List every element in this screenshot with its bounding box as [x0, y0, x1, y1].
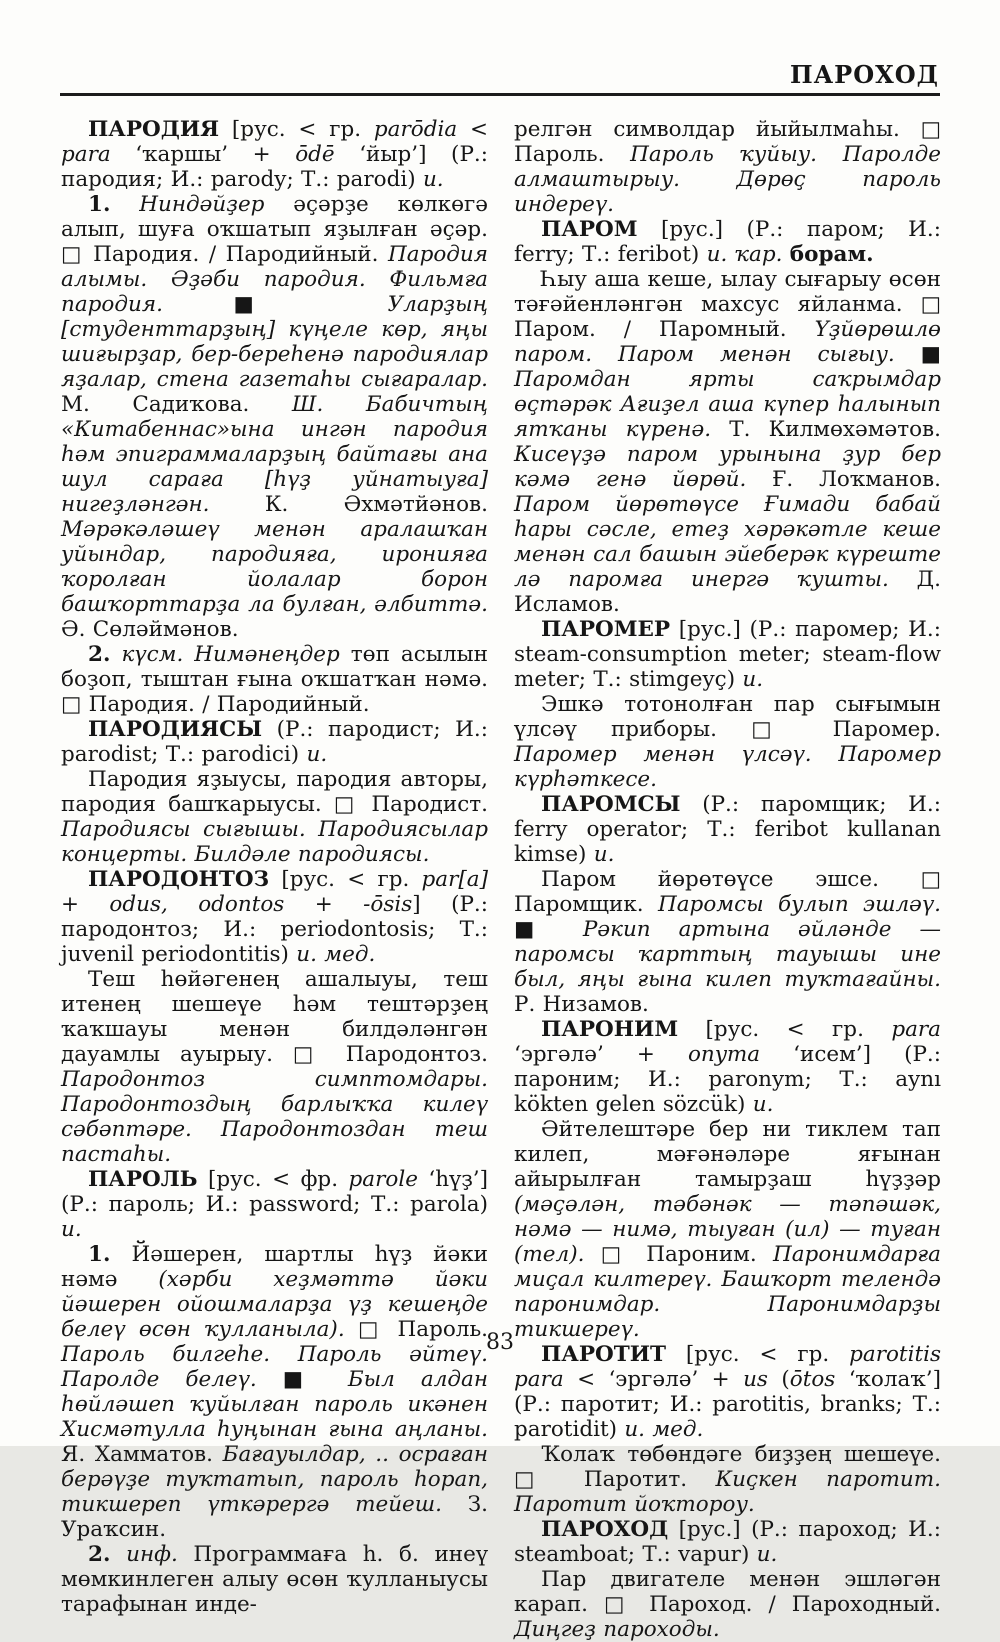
text-run: төп асылын боҙоп, тыштан ғына оҡшатҡан нәмә. □ Пародия. / Пародийный. [61, 642, 488, 717]
text-run: < ‘эргәлә’ + [563, 1367, 744, 1392]
text-run: и. [756, 1542, 778, 1567]
text-run: + [61, 892, 110, 917]
text-run: инф. [126, 1542, 178, 1567]
text-run: ПАРОДОНТОЗ [88, 867, 270, 892]
text-run: Кисеүҙә паром урынына ҙур бер кәмә генә йөрөй. [514, 442, 941, 492]
text-run: Паромсы булып эшләү. [657, 892, 941, 917]
text-run: Пародиясы сығышы. Пародиясылар концерты. Билдәле пародиясы. [61, 817, 488, 867]
text-run: Ғ. Лоҡманов. [746, 467, 941, 492]
text-run: ‘ҡаршы’ + [110, 142, 296, 167]
dictionary-paragraph [514, 867, 941, 1017]
text-run: ПАРОДИЯ [88, 117, 220, 142]
text-run: ‘һүҙ’] (Р.: пароль; И.: password; Т.: parola) [61, 1167, 488, 1217]
text-run: ōdē [295, 142, 335, 167]
text-run: Паром йөрөтөүсе Ғимади бабай һары сәсле, етеҙ хәрәкәтле кеше менән сал башын эйеберәк күреште лә паромға инергә ҡушты. [514, 492, 941, 592]
text-run: + [284, 892, 364, 917]
text-run: Йәшерен, шартлы һүҙ йәки нәмә [61, 1242, 488, 1292]
text-run: ■ [162, 292, 388, 317]
text-run: 2. [88, 1542, 111, 1567]
text-run: Программаға һ. б. инеү мөмкинлеген алыу өсөн ҡулланыусы тарафынан инде- [61, 1542, 488, 1617]
text-run: ПАРОМСЫ [541, 792, 681, 817]
text-run [110, 1542, 126, 1567]
text-run: ПАРОМЕР [541, 617, 671, 642]
text-run: (мәҫәлән, тәбәнәк — тәпәшәк, нәмә — нимә, тыуған (ил) — туған (тел). [514, 1192, 941, 1267]
text-run: [рус. < гр. [666, 1342, 850, 1367]
dictionary-paragraph [61, 117, 488, 192]
text-run: Р. Низамов. [514, 992, 649, 1017]
text-run: Диңгеҙ пароходы. [514, 1617, 720, 1642]
text-run: par[a] [421, 867, 488, 892]
text-run: Уларҙың [студенттарҙың] күңеле көр, яңы шиғырҙар, бер-береһенә пародиялар яҙалар, стена газетаһы сығаралар. [61, 292, 488, 392]
text-run [110, 192, 139, 217]
text-run: onyma [687, 1042, 761, 1067]
dictionary-paragraph [514, 1342, 941, 1442]
header-rule [60, 93, 940, 96]
text-run: күсм. Нимәнеңдер [121, 642, 340, 667]
text-run: Ә. Сөләймәнов. [61, 617, 239, 642]
text-run: 2. [88, 642, 111, 667]
text-run: ‘исем’] (Р.: пароним; И.: paronym; Т.: aynı kökten gelen sözcük) [514, 1042, 941, 1117]
text-run: Паром йөрөтөүсе эшсе. □ Паромщик. [514, 867, 941, 917]
text-run: ■ [514, 917, 583, 942]
text-run: para [891, 1017, 941, 1042]
text-run: Киҫкен паротит. Паротит йоҡтороу. [514, 1467, 941, 1517]
text-run: (Р.: пародист; И.: parodist; Т.: parodici) [61, 717, 488, 767]
text-run: Т. Килмөхәмәтов. [711, 417, 941, 442]
dictionary-paragraph [514, 1567, 941, 1642]
text-run: Бағауылдар, .. осраған берәүҙе туҡтатып, пароль һорап, тикшереп үткәрергә тейеш. [61, 1442, 488, 1517]
text-run: ] (Р.: пародонтоз; И.: periodontosis; Т.: juvenil periodontitis) [61, 892, 489, 967]
text-run: [рус.] (Р.: паром; И.: ferry; Т.: feribot) [514, 217, 941, 267]
text-run: Паромер менән үлсәү. Паромер күрһәткесе. [514, 742, 941, 792]
dictionary-paragraph [514, 1117, 941, 1342]
text-run: М. Садиҡова. [61, 392, 292, 417]
running-head: ПАРОХОД [789, 60, 939, 89]
text-run: и. ҡар. [706, 242, 783, 267]
text-run: Пароль билгеһе. Пароль әйтеү. Паролде белеү. [61, 1342, 488, 1392]
text-run: ōtos [789, 1367, 836, 1392]
text-run: Паронимдарға миҫал килтереү. Башҡорт телендә паронимдар. Паронимдарҙы тикшереү. [514, 1242, 941, 1342]
text-run: Үҙйөрөшлө паром. Паром менән сығыу. [514, 317, 941, 367]
text-run: Был алдан һөйләшеп ҡуйылған пароль икәнен Хисмәтулла һуңынан ғына аңланы. [61, 1367, 489, 1442]
text-run: Я. Хамматов. [61, 1442, 223, 1467]
text-run: -ōsis [363, 892, 413, 917]
text-run: [рус. < гр. [219, 117, 374, 142]
text-run: 1. [88, 192, 111, 217]
text-run: □ Пароль. [344, 1317, 488, 1342]
text-run: Пар двигателе менән эшләгән карап. □ Пароход. / Пароходный. [514, 1567, 941, 1617]
text-run: < [457, 117, 488, 142]
dictionary-paragraph [61, 717, 488, 767]
text-run: 1. [88, 1242, 111, 1267]
text-run: □ Пароним. [584, 1242, 773, 1267]
text-run: Ш. Бабичтың «Китабеннас»ына ингән пародия һәм эпиграммаларҙың байтағы ана шул сараға [һүҙ уйнатыуға] нигеҙләнгән. [61, 392, 488, 517]
dictionary-paragraph [514, 1517, 941, 1567]
dictionary-paragraph [514, 217, 941, 267]
text-run: и. [593, 842, 615, 867]
text-run: Д. Исламов. [514, 567, 941, 617]
dictionary-paragraph [61, 1542, 488, 1617]
text-run: К. Әхмәтйәнов. [209, 492, 488, 517]
text-run: ПАРОМ [541, 217, 638, 242]
text-run: Ҡолаҡ төбөндәге биҙҙең шешеүе. □ Паротит. [514, 1442, 941, 1492]
dictionary-paragraph [61, 192, 488, 642]
text-run: Әйтелештәре бер ни тиклем тап килеп, мәғәнәләре яғынан айырылған тамырҙаш һүҙҙәр [514, 1117, 941, 1192]
text-run: [рус. < гр. [269, 867, 422, 892]
page-number: 83 [486, 1330, 514, 1355]
text-run: us [743, 1367, 768, 1392]
text-run: Пародонтоз симптомдары. Пародонтоздың барлыҡҡа килеү сәбәптәре. Пародонтоздан теш пастаһы. [61, 1067, 488, 1167]
text-run: ПАРОХОД [541, 1517, 669, 1542]
dictionary-paragraph [61, 1242, 488, 1542]
text-run: ПАРОТИТ [541, 1342, 667, 1367]
dictionary-paragraph [61, 1167, 488, 1242]
text-run: и. [306, 742, 328, 767]
dictionary-paragraph [514, 792, 941, 867]
dictionary-paragraph [514, 617, 941, 692]
text-run: Ниндәйҙер [139, 192, 265, 217]
text-run: и. [422, 167, 444, 192]
text-run: ПАРОДИЯСЫ [88, 717, 263, 742]
text-run: и. [752, 1092, 774, 1117]
text-columns [61, 117, 941, 1642]
dictionary-paragraph [61, 867, 488, 967]
dictionary-paragraph [514, 1442, 941, 1517]
text-run: Пародия яҙыусы, пародия авторы, пародия башҡарыусы. □ Пародист. [61, 767, 488, 817]
text-run: Паромдан ярты саҡрымдар өҫтәрәк Ағиҙел аша күпер һалынып ятҡаны күренә. [514, 367, 941, 442]
text-run: ПАРОЛЬ [88, 1167, 198, 1192]
dictionary-paragraph [514, 267, 941, 617]
text-run: Эшкә тотонолған пар сығымын үлсәү приборы. □ Паромер. [514, 692, 941, 742]
text-run: ‘эргәлә’ + [514, 1042, 688, 1067]
text-run: и. мед. [624, 1417, 704, 1442]
left-column [61, 117, 488, 1642]
text-run: и. мед. [296, 942, 376, 967]
text-run: и. [742, 667, 764, 692]
text-run: релгән символдар йыйылмаһы. □ Пароль. [514, 117, 941, 167]
text-run: Теш һөйәгенең ашалыуы, теш итенең шешеүе һәм тештәрҙең ҡаҡшауы менән билдәләнгән дауамлы ауырыу. □ Пародонтоз. [61, 967, 488, 1067]
text-run: Һыу аша кеше, ылау сығарыу өсөн тәғәйенләнгән махсус яйланма. □ Паром. / Паромный. [514, 267, 941, 342]
text-run [110, 642, 121, 667]
text-run: parole [348, 1167, 418, 1192]
text-run: ■ [894, 342, 941, 367]
dictionary-paragraph [61, 767, 488, 867]
text-run: Рәкип артына әйләнде — паромсы ҡарттың тауышы ине был, яңы ғына килеп туҡтағайны. [514, 917, 941, 992]
text-run: ‘ҡолаҡ’] (Р.: паротит; И.: parotitis, branks; Т.: parotidit) [514, 1367, 941, 1442]
text-run: Мәрәкәләшеү менән аралашҡан уйындар, пародияға, иронияға ҡоролған йолалар борон башҡорттарҙа ла булған, әлбиттә. [61, 517, 488, 617]
text-run: ( [767, 1367, 790, 1392]
text-run: ■ [256, 1367, 348, 1392]
text-run: ПАРОНИМ [541, 1017, 679, 1042]
dictionary-paragraph [514, 1017, 941, 1117]
text-run: parotitis para [514, 1342, 941, 1392]
text-run: борам. [789, 242, 874, 267]
text-run: ‘йыр’] (Р.: пародия; И.: parody; Т.: parodi) [61, 142, 488, 192]
text-run: (хәрби хеҙмәттә йәки йәшерен ойошмаларҙа үҙ кешеңде белеү өсөн ҡулланыла). [61, 1267, 488, 1342]
dictionary-paragraph [514, 117, 941, 217]
dictionary-paragraph [61, 642, 488, 717]
text-run: (Р.: паромщик; И.: ferry operator; Т.: feribot kullanan kimse) [514, 792, 941, 867]
dictionary-paragraph [61, 967, 488, 1167]
text-run: З. Ураҡсин. [61, 1492, 488, 1542]
text-run: и. [61, 1217, 82, 1242]
dictionary-paragraph [514, 692, 941, 792]
text-run: Пароль ҡуйыу. Паролде алмаштырыу. Дөрөҫ пароль индереү. [514, 142, 942, 217]
text-run: әҫәрҙе көлкөгә алып, шуға оҡшатып яҙылған әҫәр. □ Пародия. / Пародийный. [61, 192, 489, 267]
text-run: [рус.] (Р.: паромер; И.: steam-consumption meter; steam-flow meter; Т.: stimgeyç) [514, 617, 941, 692]
text-run: odus, odontos [109, 892, 285, 917]
text-run: [рус.] (Р.: пароход; И.: steamboat; Т.: vapur) [514, 1517, 941, 1567]
text-run: [рус. < гр. [678, 1017, 892, 1042]
text-run: [рус. < фр. [197, 1167, 349, 1192]
text-run: Пародия алымы. Әҙәби пародия. Фильмға пародия. [61, 242, 488, 317]
text-run [782, 242, 789, 267]
text-run: parōdia [373, 117, 458, 142]
right-column [514, 117, 941, 1642]
text-run: para [61, 142, 111, 167]
